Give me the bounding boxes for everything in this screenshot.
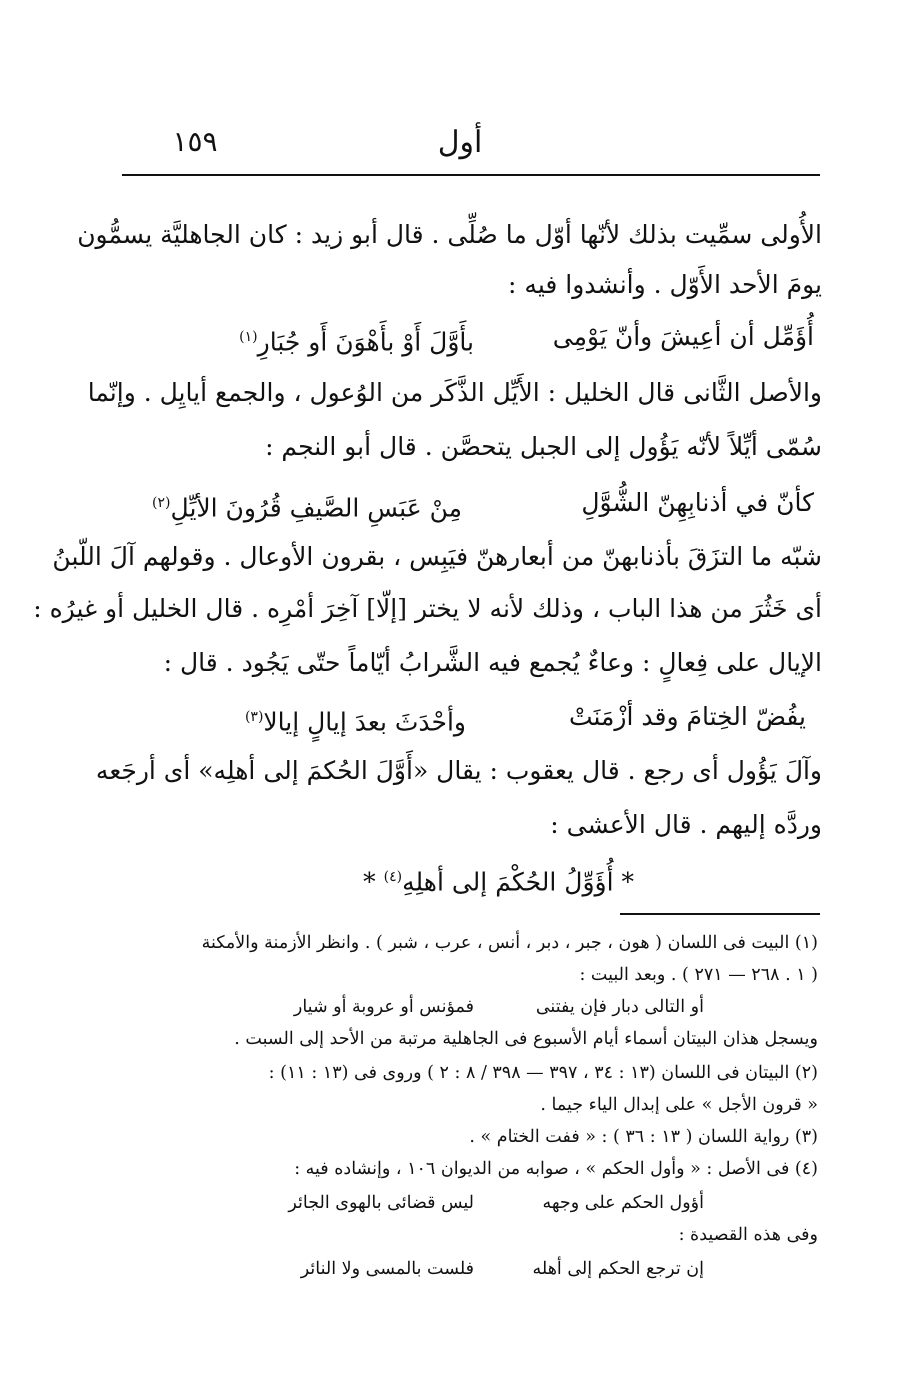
verse-2-first-hemistich — [581, 488, 814, 518]
verse-4-text: * أُؤَوِّلُ الحُكْمَ إلى أهلِهِ — [402, 867, 634, 897]
verse-4-end-star: * — [363, 867, 376, 897]
footnote-4-verse-1-second: ليس قضائى بالهوى الجائر — [288, 1193, 474, 1213]
footnote-ref-3: (٣) — [244, 709, 264, 725]
footnote-4-verse-2-first: إن ترجع الحكم إلى أهله — [532, 1259, 704, 1279]
body-line-4: سُمّى أيِّلاً لأنّه يَؤُول إلى الجبل يتحصَّن . قال أبو النجم : — [265, 432, 822, 461]
body-line-5: شبّه ما التزَقَ بأذنابهنّ من أبعارهنّ فيَبِس ، بقرون الأوعال . وقولهم آلَ اللّبنُ — [52, 542, 822, 571]
verse-1-first-text: أُؤَمِّل أن أعِيشَ وأنّ يَوْمِى — [552, 322, 814, 351]
verse-3-first-text: يفُضّ الخِتامَ وقد أزْمَنَتْ — [568, 702, 806, 731]
page-number: ١٥٩ — [172, 125, 218, 158]
footnote-ref-1: (١) — [239, 329, 258, 345]
footnote-4-line-1: (٤) فى الأصل : « وأول الحكم » ، صوابه من الديوان ١٠٦ ، وإنشاده فيه : — [294, 1159, 818, 1179]
body-line-8: وآلَ يَؤُول أى رجع . قال يعقوب : يقال «أَوَّلَ الحُكمَ إلى أهلِه» أى أرجَعه — [95, 756, 822, 785]
verse-2-first-text: كأنّ في أذنابِهِنّ الشُّوَّلِ — [581, 488, 814, 517]
body-line-6: أى خَثُرَ من هذا الباب ، وذلك لأنه لا يختر [إلّا] آخِرَ أمْرِه . قال الخليل أو غيرُه : — [33, 594, 822, 623]
verse-2-second-hemistich — [152, 488, 462, 523]
footnote-ref-4: (٤) — [383, 869, 403, 885]
footnote-separator — [620, 913, 820, 915]
running-header: أول — [437, 125, 483, 160]
footnote-ref-2: (٢) — [152, 495, 171, 511]
verse-3-first-hemistich — [569, 702, 806, 732]
verse-1-first-hemistich — [553, 322, 814, 352]
body-line-3: والأصل الثَّانى قال الخليل : الأَيِّل الذَّكَر من الوُعول ، والجمع أيايِل . وإنّما — [87, 378, 822, 407]
verse-1-second-text: بأَوَّلَ أَوْ بأَهْوَنَ أَو جُبَارِ — [257, 327, 474, 357]
footnote-2-line-2: « قرون الأجل » على إبدال الياء جيما . — [540, 1095, 818, 1115]
body-line-9: وردَّه إليهم . قال الأعشى : — [550, 810, 822, 839]
body-line-1: الأُولى سمِّيت بذلك لأنّها أوّل ما صُلِّى . قال أبو زيد : كان الجاهليَّة يسمُّون — [77, 220, 822, 249]
footnote-4-verse-1-first: أؤول الحكم على وجهه — [542, 1193, 704, 1213]
verse-4 — [363, 862, 634, 897]
verse-3-second-text: وأحْدَثَ بعدَ إيالٍ إيالا — [263, 707, 466, 737]
header-rule — [122, 174, 820, 176]
footnote-2-line-1: (٢) البيتان فى اللسان (١٣ : ٣٤ ، ٣٩٧ — ٣٩٨ / ٨ : ٢ ) وروى فى (١٣ : ١١) : — [268, 1063, 818, 1083]
footnote-4-line-2: وفى هذه القصيدة : — [678, 1225, 818, 1245]
footnote-1-line-1: (١) البيت فى اللسان ( هون ، جبر ، دبر ، أنس ، عرب ، شبر ) . وانظر الأزمنة والأمكنة — [201, 933, 818, 953]
verse-1-second-hemistich — [239, 322, 474, 357]
footnote-1-verse-second: فمؤنس أو عروبة أو شيار — [293, 997, 474, 1017]
footnote-1-line-3: ويسجل هذان البيتان أسماء أيام الأسبوع فى الجاهلية مرتبة من الأحد إلى السبت . — [234, 1029, 818, 1049]
footnote-1-verse-first: أو التالى دبار فإن يفتنى — [535, 997, 704, 1017]
body-line-7: الإيال على فِعالٍ : وعاءٌ يُجمع فيه الشَّرابُ أيّاماً حتّى يَجُود . قال : — [163, 648, 822, 677]
footnote-1-line-2: ( ١ . ٢٦٨ — ٢٧١ ) . وبعد البيت : — [579, 965, 818, 985]
verse-3-second-hemistich — [245, 702, 466, 737]
footnote-3: (٣) رواية اللسان ( ١٣ : ٣٦ ) : « ففت الختام » . — [469, 1127, 818, 1147]
footnote-4-verse-2-second: فلست بالمسى ولا النائر — [300, 1259, 474, 1279]
verse-2-second-text: مِنْ عَبَسِ الصَّيفِ قُرُونَ الأيِّلِ — [170, 493, 462, 523]
body-line-2: يومَ الأحد الأَوّل . وأنشدوا فيه : — [508, 270, 822, 299]
